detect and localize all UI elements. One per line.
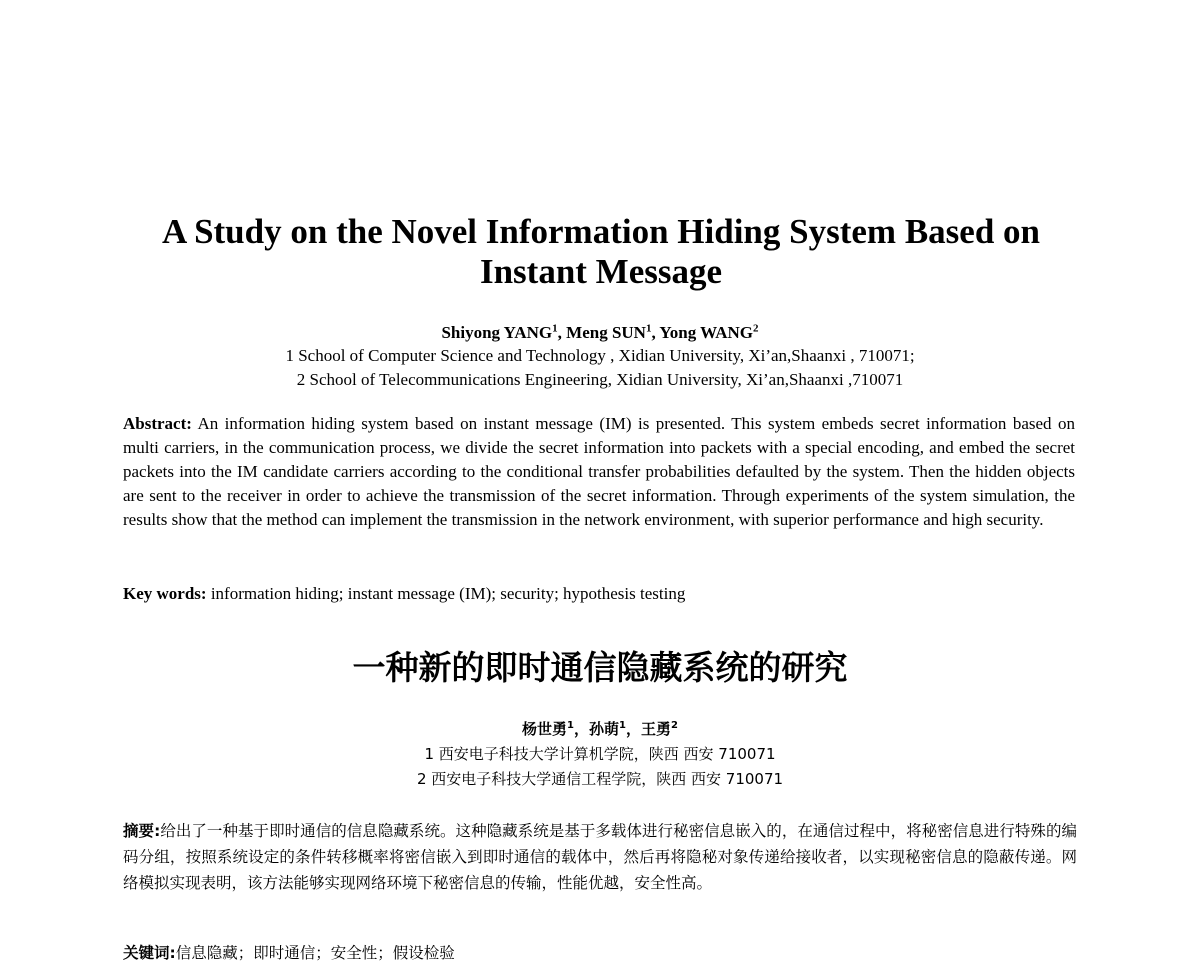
author-separator: , bbox=[557, 323, 567, 342]
english-title bbox=[120, 212, 1082, 292]
author-name: 杨世勇 bbox=[522, 720, 568, 738]
english-keywords bbox=[123, 582, 1075, 606]
english-title-line-2: Instant Message bbox=[479, 252, 723, 291]
author-affiliation-mark: 1 bbox=[552, 322, 558, 335]
author-name: Shiyong YANG bbox=[441, 323, 553, 342]
english-authors bbox=[0, 322, 1200, 344]
english-abstract bbox=[123, 412, 1075, 532]
author-affiliation-mark: 2 bbox=[753, 322, 759, 335]
author-affiliation-mark: 1 bbox=[619, 720, 626, 731]
author-affiliation-mark: 1 bbox=[645, 322, 652, 335]
keywords-text: 信息隐藏；即时通信；安全性；假设检验 bbox=[175, 944, 455, 962]
english-title-line-1: A Study on the Novel Information Hiding System Based on bbox=[161, 212, 1041, 251]
keywords-label: 关键词: bbox=[123, 944, 176, 962]
author-separator: ， bbox=[573, 720, 589, 738]
abstract-label: Abstract: bbox=[123, 414, 192, 433]
chinese-affiliation-2: 2 西安电子科技大学通信工程学院，陕西 西安 710071 bbox=[416, 770, 784, 788]
chinese-abstract bbox=[123, 818, 1077, 896]
abstract-text: 给出了一种基于即时通信的信息隐藏系统。这种隐藏系统是基于多载体进行秘密信息嵌入的，在通信过程中，将秘密信息进行特殊的编码分组，按照系统设定的条件转移概率将密信嵌入到即时通信的载体中，然后再将隐秘对象传递给接收者，以实现秘密信息的隐蔽传递。网络模拟实现表明，该方法能够实现网络环境下秘密信息的传输，性能优越，安全性高。 bbox=[123, 822, 1077, 892]
abstract-text: An information hiding system based on instant message (IM) is presented. This system embeds secret information based on multi carriers, in the communication process, we divide the secret information into packets with a special encoding, and embed the secret packets into the IM candidate carriers according to the conditional transfer probabilities defaulted by the system. Then the hidden objects are sent to the receiver in order to achieve the transmission of the secret information. Through experiments of the system simulation, the results show that the method can implement the transmission in the network environment, with superior performance and high security. bbox=[123, 414, 1076, 529]
english-affiliation-2: 2 School of Telecommunications Engineering, Xidian University, Xi’an,Shaanxi ,710071 bbox=[296, 370, 904, 389]
author-name: Yong WANG bbox=[659, 323, 754, 342]
chinese-authors bbox=[0, 718, 1200, 740]
author-affiliation-mark: 1 bbox=[567, 720, 574, 731]
author-separator: ， bbox=[625, 720, 641, 738]
chinese-title: 一种新的即时通信隐藏系统的研究 bbox=[352, 648, 848, 687]
chinese-affiliation-1: 1 西安电子科技大学计算机学院，陕西 西安 710071 bbox=[424, 745, 776, 763]
author-name: Meng SUN bbox=[566, 323, 646, 342]
author-separator: , bbox=[651, 323, 660, 342]
english-affiliation-1: 1 School of Computer Science and Technology , Xidian University, Xi’an,Shaanxi , 710071; bbox=[285, 346, 915, 365]
author-name: 王勇 bbox=[641, 720, 672, 738]
keywords-label: Key words: bbox=[123, 584, 207, 603]
author-affiliation-mark: 2 bbox=[671, 720, 678, 731]
author-name: 孙萌 bbox=[589, 720, 620, 738]
keywords-text: information hiding; instant message (IM); security; hypothesis testing bbox=[210, 584, 686, 603]
abstract-label: 摘要: bbox=[123, 822, 161, 840]
chinese-keywords bbox=[123, 940, 1077, 966]
